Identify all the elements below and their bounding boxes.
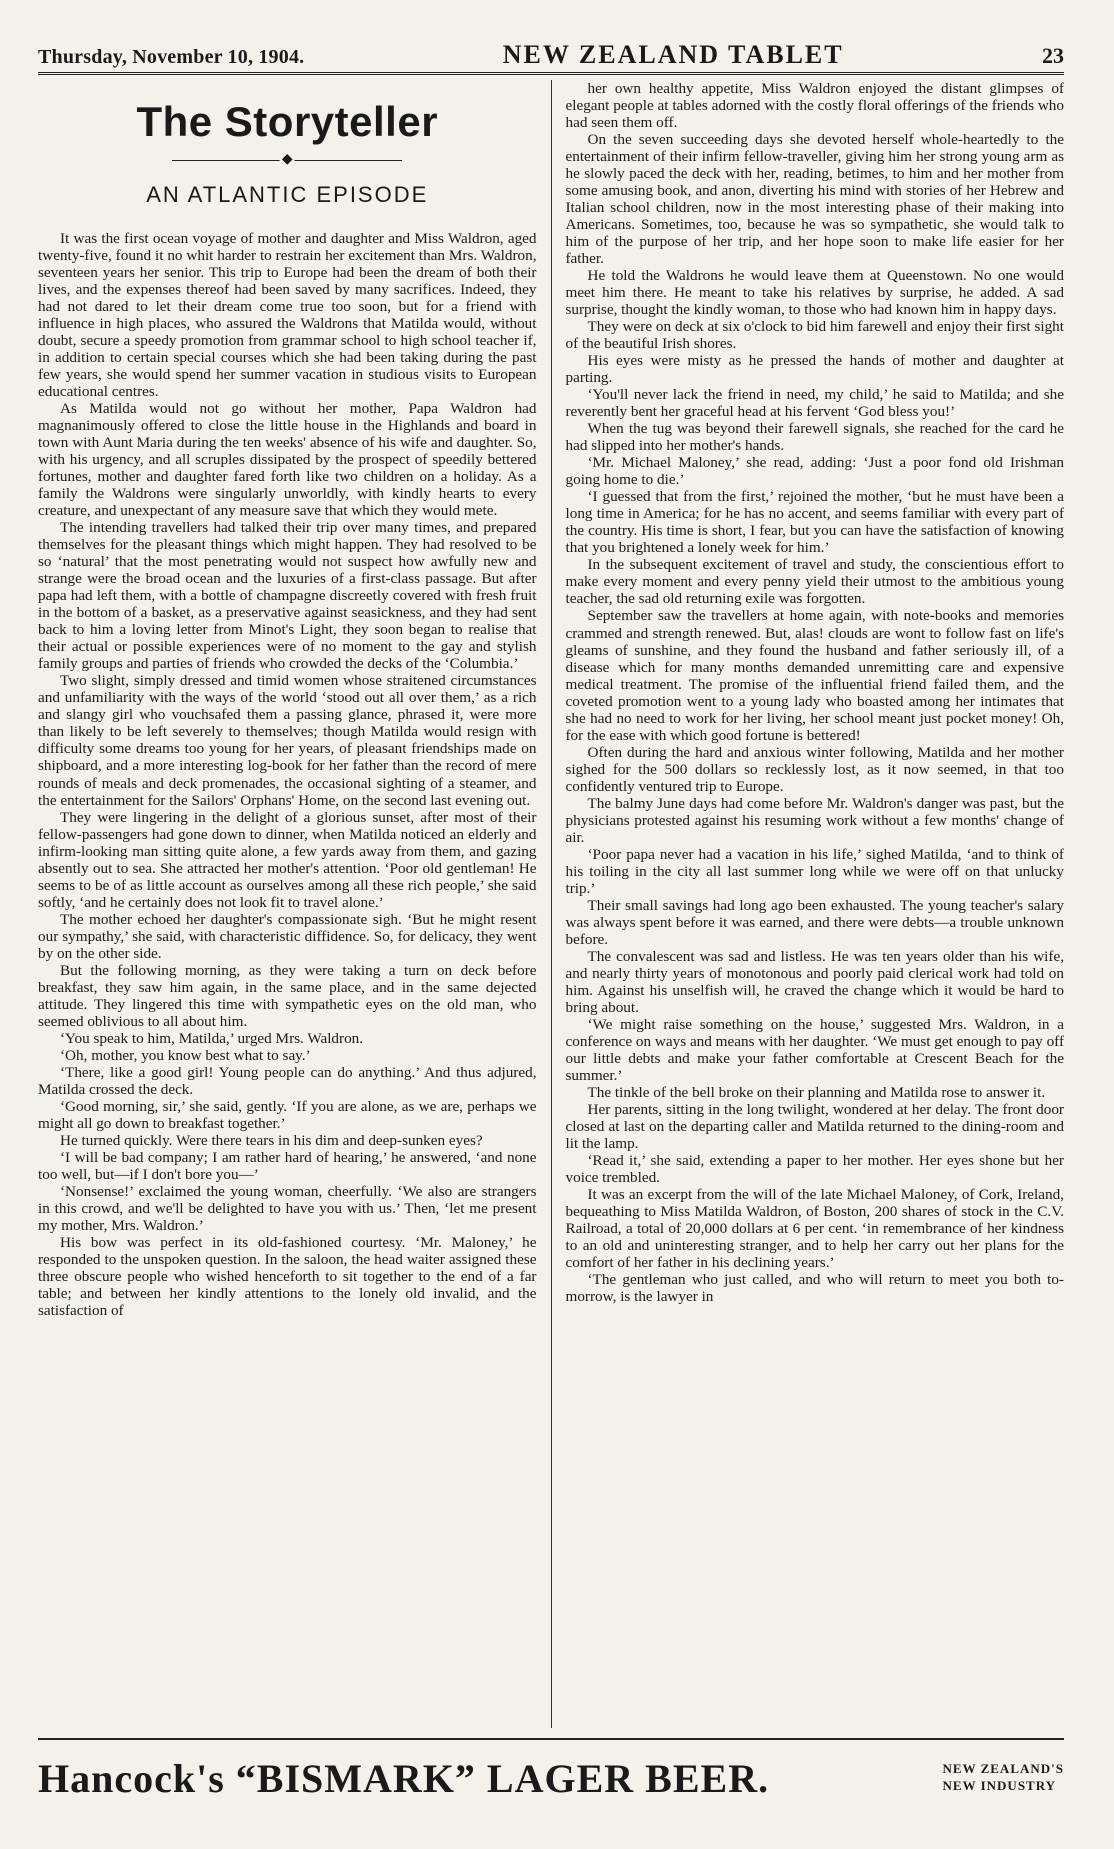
paragraph: September saw the travellers at home again, with note-books and memories crammed and strength renewed. But, alas! clouds are wont to follow fast on life's gleams of sunshine, and they found the husband and father seriously ill, of a disease which for many months demanded unremitting care and expensive medical treatment. The promise of the influential friend failed them, and the coveted promotion went to a young lady who boasted among her intimates that she had no need to work for her living, her school meant just pocket money! Oh, for the ease with which good fortune is bettered! xyxy=(565,607,1064,744)
advertisement-tagline xyxy=(943,1761,1064,1795)
paragraph: It was the first ocean voyage of mother and daughter and Miss Waldron, aged twenty-five, found it no whit harder to restrain her excitement than Mrs. Waldron, seventeen years her senior. This trip to Europe had been the dream of both their lives, and the expenses thereof had been saved by many sacrifices. Indeed, they had not dared to let their dream come true too soon, but for a friend with influence in high places, who assured the Waldrons that Matilda would, without doubt, secure a speedy promotion from grammar school to high school teacher if, in addition to certain special courses which she had been taking during the past few years, she would spend her summer vacation in studious visits to European educational centres. xyxy=(38,230,537,401)
paragraph: When the tug was beyond their farewell signals, she reached for the card he had slipped into her mother's hands. xyxy=(565,420,1064,455)
paragraph: ‘Mr. Michael Maloney,’ she read, adding: ‘Just a poor fond old Irishman going home to die.’ xyxy=(565,454,1064,489)
paragraph: The balmy June days had come before Mr. Waldron's danger was past, but the physicians protested against his resuming work without a few months' change of air. xyxy=(565,794,1064,846)
paragraph: Their small savings had long ago been exhausted. The young teacher's salary was always spent before it was earned, and there were debts—a trouble unknown before. xyxy=(565,896,1064,948)
paragraph: ‘You speak to him, Matilda,’ urged Mrs. Waldron. xyxy=(60,1029,364,1047)
tagline-line-2: NEW INDUSTRY xyxy=(942,1778,1057,1793)
paragraph: It was an excerpt from the will of the late Michael Maloney, of Cork, Ireland, bequeathing to Miss Matilda Waldron, of Boston, 200 shares of stock in the C.V. Railroad, a total of 20,000 dollars at 6 per cent. ‘in remembrance of her kindness to an old and uninteresting stranger, and to help her carry out her plans for the comfort of her father in his declining years.’ xyxy=(565,1186,1064,1272)
paragraph: ‘There, like a good girl! Young people can do anything.’ And thus adjured, Matilda crossed the deck. xyxy=(38,1063,537,1098)
footer-rule xyxy=(38,1738,1064,1740)
publication-title: NEW ZEALAND TABLET xyxy=(502,40,844,69)
paragraph: ‘You'll never lack the friend in need, my child,’ he said to Matilda; and she reverently bent her graceful head at his fervent ‘God bless you!’ xyxy=(565,386,1064,421)
left-column-body xyxy=(38,230,537,1319)
paragraph: They were lingering in the delight of a glorious sunset, after most of their fellow-passengers had gone down to dinner, when Matilda noticed an elderly and infirm-looking man sitting quite alone, a few yards away from them, and gazing absently out to sea. She attracted her mother's attention. ‘Poor old gentleman! He seems to be of as little account as ourselves among all these rich people,’ she said softly, ‘and he certainly does not look fit to travel alone.’ xyxy=(38,808,537,911)
paragraph: ‘Poor papa never had a vacation in his life,’ sighed Matilda, ‘and to think of his toiling in the city all last summer long while we were off on that unlucky trip.’ xyxy=(565,845,1064,897)
paragraph: ‘Nonsense!’ exclaimed the young woman, cheerfully. ‘We also are strangers in this crowd, and we'll be delighted to have you with us.’ Then, ‘let me present my mother, Mrs. Waldron.’ xyxy=(38,1182,537,1234)
paragraph: His bow was perfect in its old-fashioned courtesy. ‘Mr. Maloney,’ he responded to the unspoken question. In the saloon, the head waiter assigned these three obscure people who wished henceforth to sit together to the end of a far table; and between her kindly attentions to the lonely old invalid, and the satisfaction of xyxy=(38,1233,537,1319)
page-number: 23 xyxy=(1042,43,1064,68)
tagline-line-1: NEW ZEALAND'S xyxy=(942,1761,1064,1777)
paragraph: The convalescent was sad and listless. He was ten years older than his wife, and nearly thirty years of monotonous and poorly paid clerical work had told on him. Against his unselfish will, he craved the change which it would be hard to bring about. xyxy=(565,947,1064,1016)
paragraph: But the following morning, as they were taking a turn on deck before breakfast, they saw him again, in the same place, and in the same dejected attitude. They lingered this time with sympathetic eyes on the old man, who seemed oblivious to all about him. xyxy=(38,961,537,1030)
ornament-divider xyxy=(172,154,402,166)
paragraph: The intending travellers had talked their trip over many times, and prepared themselves for the pleasant things which might happen. They had resolved to be so ‘natural’ that the most penetrating would not suspect how awfully new and strange were the broad ocean and the luxuries of a first-class passage. But after papa had left them, with a bottle of champagne discreetly covered with fresh fruit in the bottom of a basket, as a preservative against seasickness, and they had sent back to him a loving letter from Minot's Light, they soon began to realise that their actual or possible experiences were of no moment to the gay and stylish family groups and parties of friends who crowded the decks of the ‘Columbia.’ xyxy=(38,519,537,673)
paragraph: her own healthy appetite, Miss Waldron enjoyed the distant glimpses of elegant people at tables adorned with the costly floral offerings of the friends who had seen them off. xyxy=(565,80,1064,132)
paragraph: Often during the hard and anxious winter following, Matilda and her mother sighed for the 500 dollars so recklessly lost, as it now seemed, in that too confidently ventured trip to Europe. xyxy=(565,743,1064,795)
paragraph: ‘The gentleman who just called, and who will return to meet you both to-morrow, is the lawyer in xyxy=(565,1271,1064,1306)
issue-date: Thursday, November 10, 1904. xyxy=(38,46,305,68)
paragraph: On the seven succeeding days she devoted herself whole-heartedly to the entertainment of their infirm fellow-traveller, giving him her strong young arm as he slowly paced the deck with her, reading, betimes, to him and her mother from some amusing book, and anon, diverting his mind with stories of her Hebrew and Italian school children, now in the most interesting phase of their making into Americans. Sometimes, too, because he was so sympathetic, she would talk to him of the purpose of her trip, and her hope soon to make life easier for her father. xyxy=(565,131,1064,268)
advertisement-banner xyxy=(38,1748,1064,1808)
advertisement-text: Hancock's “BISMARK” LAGER BEER. xyxy=(38,1755,770,1801)
paragraph: ‘Read it,’ she said, extending a paper to her mother. Her eyes shone but her voice trembled. xyxy=(565,1151,1064,1186)
paragraph: The mother echoed her daughter's compassionate sigh. ‘But he might resent our sympathy,’ she said, with characteristic diffidence. So, for delicacy, they went by on the other side. xyxy=(38,910,537,962)
paragraph: ‘Oh, mother, you know best what to say.’ xyxy=(60,1046,311,1064)
paragraph: As Matilda would not go without her mother, Papa Waldron had magnanimously offered to close the little house in the Highlands and board in town with Aunt Maria during the ten weeks' absence of his wife and daughter. So, with his urgency, and all scruples dissipated by the prospect of speedily bettered fortunes, mother and daughter fared forth like two children on a holiday. As a family the Waldrons were singularly unworldly, with kindly hearts to every creature, and unexpectant of any measure save that which they would mete. xyxy=(38,400,537,520)
paragraph: ‘I guessed that from the first,’ rejoined the mother, ‘but he must have been a long time in America; for he has no accent, and seems familiar with every part of the country. His time is short, I fear, but you can have the satisfaction of knowing that you brightened a lonely week for him.’ xyxy=(565,488,1064,557)
paragraph: ‘I will be bad company; I am rather hard of hearing,’ he answered, ‘and none too well, but—if I don't bore you—’ xyxy=(38,1148,537,1183)
paragraph: Her parents, sitting in the long twilight, wondered at her delay. The front door closed at last on the departing caller and Matilda returned to the dining-room and lit the lamp. xyxy=(565,1100,1064,1152)
article-title: AN ATLANTIC EPISODE xyxy=(146,182,429,207)
left-column xyxy=(38,80,551,1728)
paragraph: His eyes were misty as he pressed the hands of mother and daughter at parting. xyxy=(565,352,1064,387)
paragraph: In the subsequent excitement of travel and study, the conscientious effort to make every moment and every penny yield their utmost to the ambitious young teacher, the sad old returning exile was forgotten. xyxy=(565,556,1064,608)
paragraph: Two slight, simply dressed and timid women whose straitened circumstances and unfamiliarity with the ways of the world ‘stood out all over them,’ as a rich and slangy girl who vouchsafed them a passing glance, phrased it, were more than likely to be left severely to themselves; though Matilda would resign with difficulty some dreams too young for her years, of pleasant friendships made on shipboard, and a more interesting log-book for her father than the record of mere rounds of meals and deck promenades, the occasional sighting of a steamer, and the entertainment for the Sailors' Orphans' Home, on the second last evening out. xyxy=(38,672,537,809)
paragraph: They were on deck at six o'clock to bid him farewell and enjoy their first sight of the beautiful Irish shores. xyxy=(565,318,1064,353)
article-columns xyxy=(38,80,1064,1728)
paragraph: He turned quickly. Were there tears in his dim and deep-sunken eyes? xyxy=(60,1131,483,1149)
right-column-body xyxy=(566,80,1065,1305)
right-column xyxy=(552,80,1065,1728)
paragraph: ‘We might raise something on the house,’ suggested Mrs. Waldron, in a conference on ways and means with her daughter. ‘We must get enough to pay off our little debts and make your father comfortable at Crescent Beach for the summer.’ xyxy=(565,1015,1064,1084)
paragraph: The tinkle of the bell broke on their planning and Matilda rose to answer it. xyxy=(587,1083,1046,1101)
masthead xyxy=(38,38,1064,75)
paragraph: He told the Waldrons he would leave them at Queenstown. No one would meet him there. He meant to take his relatives by surprise, he added. A sad surprise, thought the kindly woman, to those who had known him in happy days. xyxy=(565,267,1064,319)
paragraph: ‘Good morning, sir,’ she said, gently. ‘If you are alone, as we are, perhaps we might all go down to breakfast together.’ xyxy=(38,1097,537,1132)
section-heading: The Storyteller xyxy=(136,98,439,145)
